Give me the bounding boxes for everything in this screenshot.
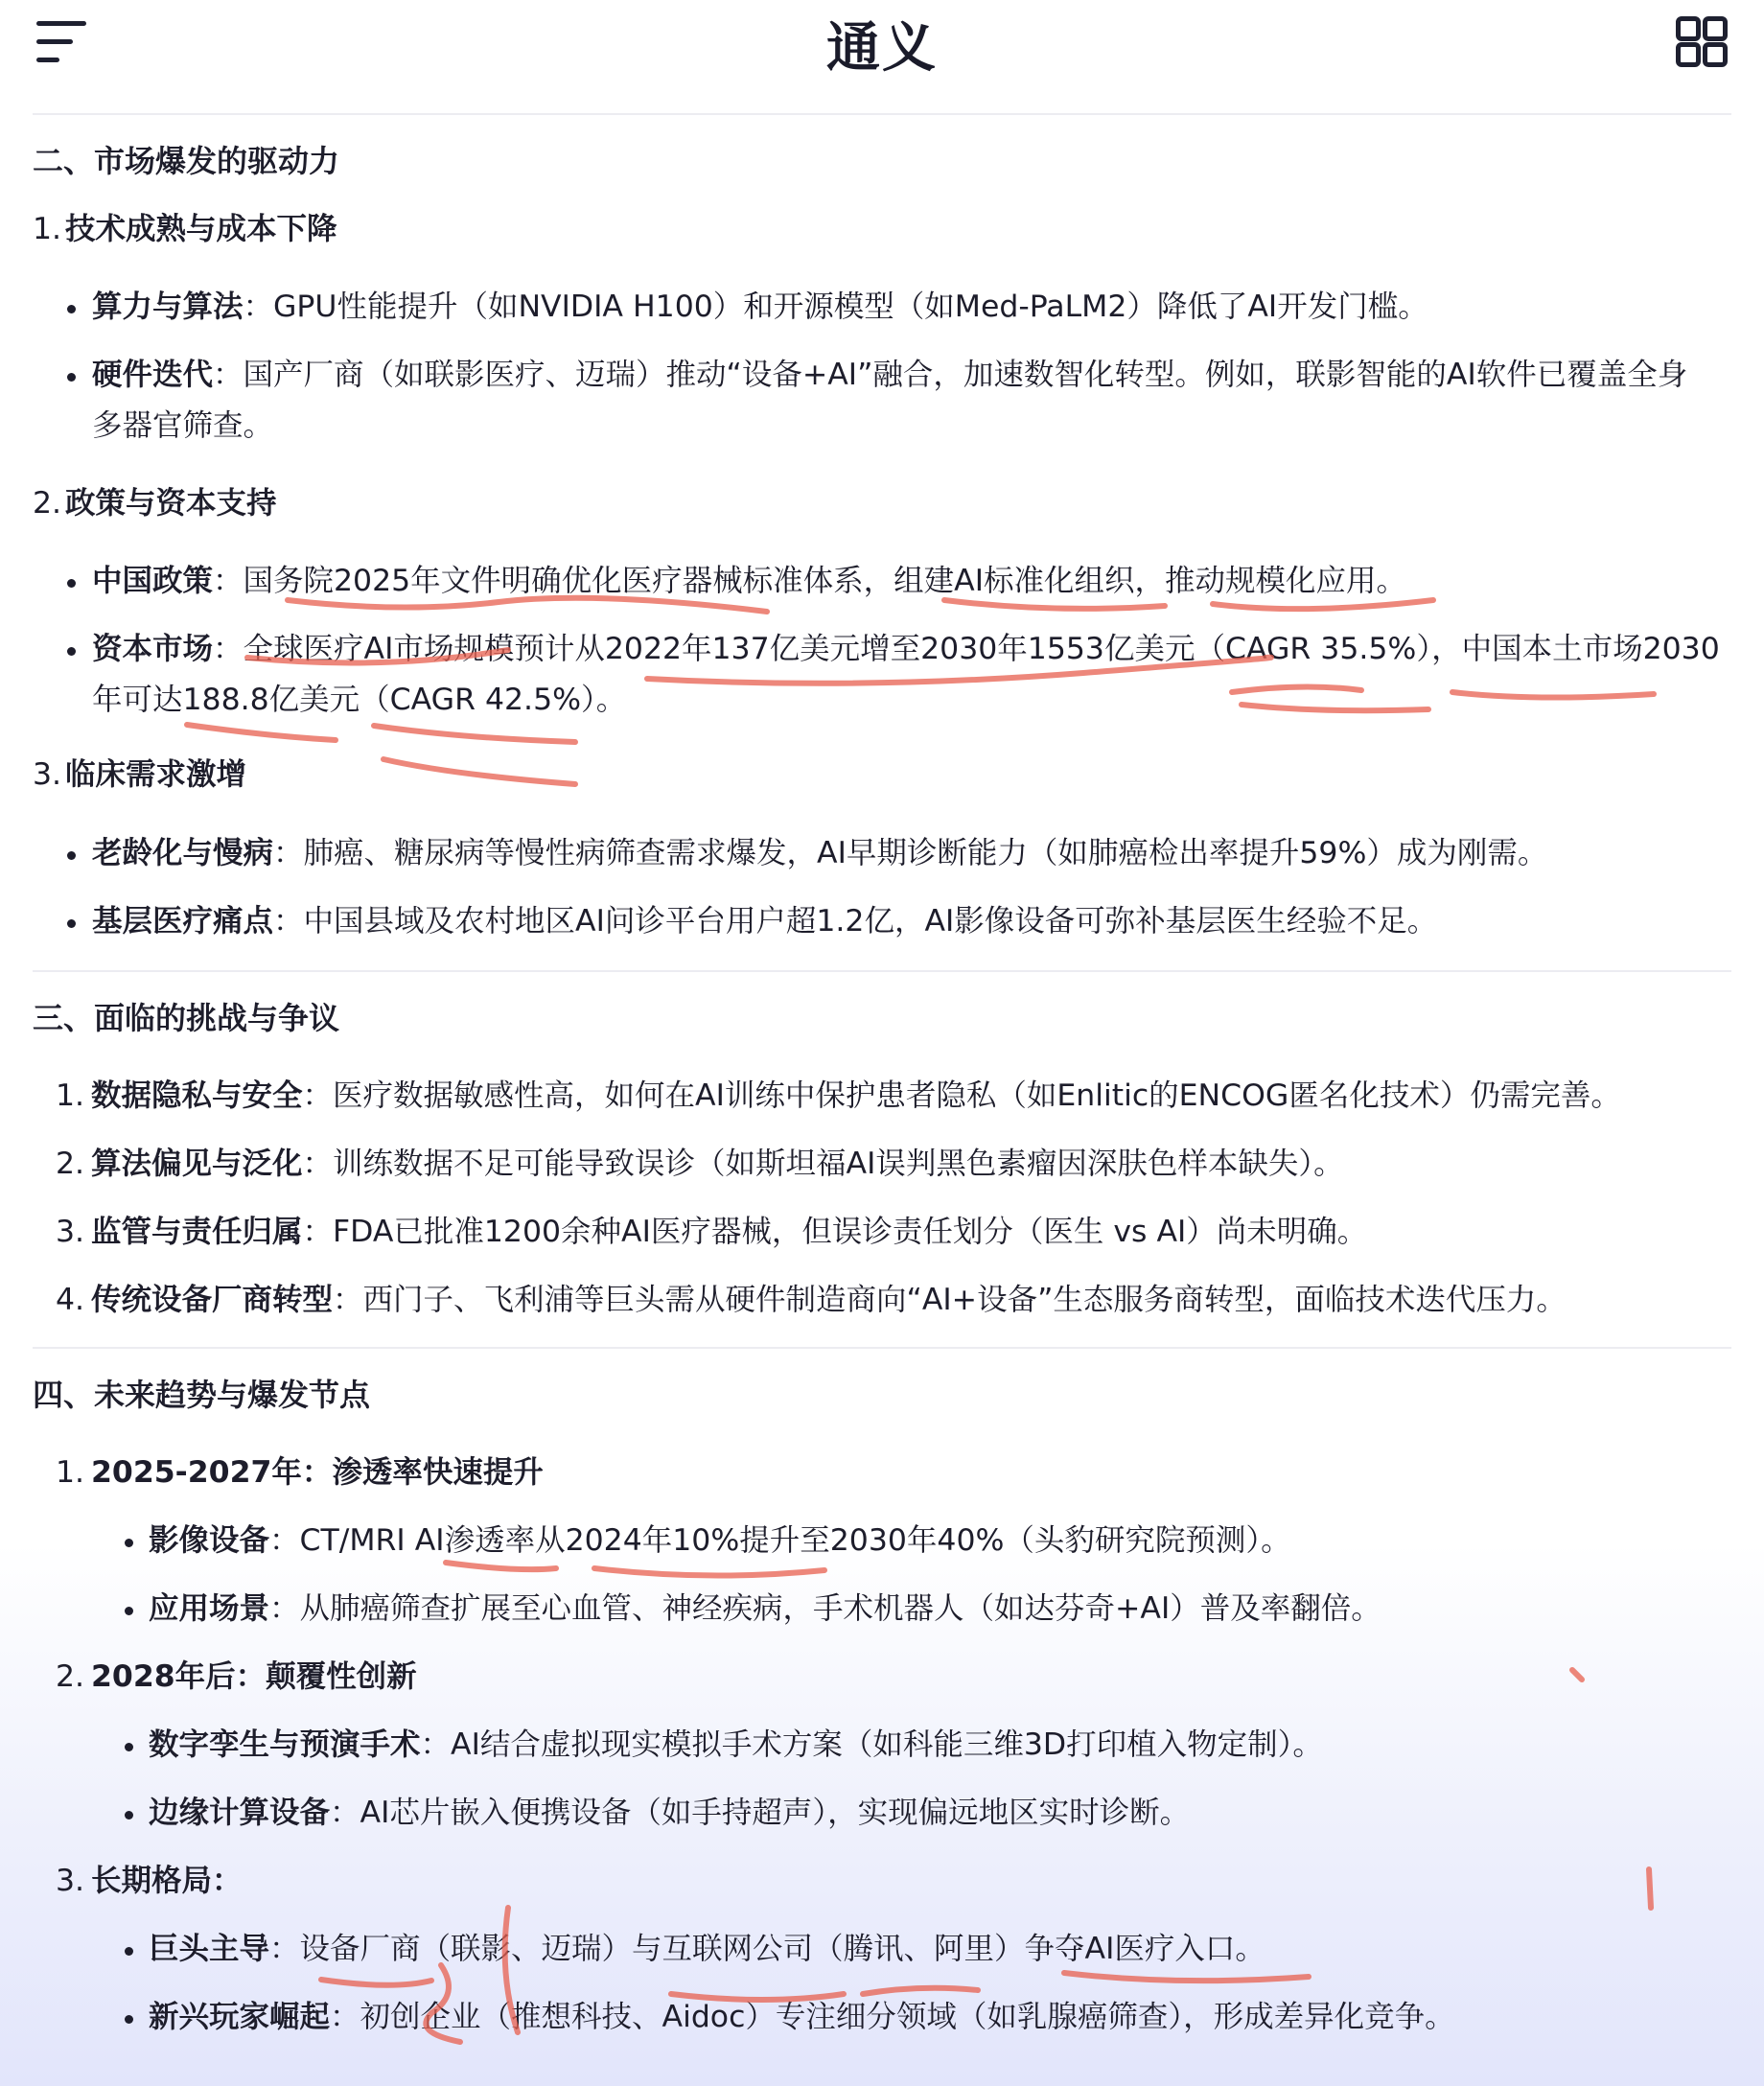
list-item <box>149 1724 1323 1766</box>
list-number: 2. <box>56 1659 85 1694</box>
annotation-stroke <box>594 1568 824 1576</box>
bullet <box>125 2015 133 2024</box>
annotation-stroke <box>374 726 575 742</box>
subsection-title: 2028年后：颠覆性创新 <box>91 1659 417 1694</box>
list-item <box>149 1588 1381 1630</box>
list-item <box>149 1792 1190 1834</box>
item-text: ：AI结合虚拟现实模拟手术方案（如科能三维3D打印植入物定制）。 <box>420 1727 1323 1762</box>
subsection-title: 技术成熟与成本下降 <box>65 212 337 246</box>
list-item <box>91 1279 1567 1321</box>
list-item <box>92 354 1687 396</box>
item-text: ：国务院2025年文件明确优化医疗器械标准体系，组建AI标准化组织，推动规模化应用。 <box>213 564 1407 598</box>
divider <box>33 1347 1731 1349</box>
item-text-continued: 年可达188.8亿美元（CAGR 42.5%）。 <box>92 683 627 717</box>
annotation-stroke <box>383 759 575 784</box>
subsection-title: 长期格局： <box>91 1864 243 1898</box>
list-number: 2. <box>56 1147 85 1181</box>
subsection-title: 2025-2027年：渗透率快速提升 <box>91 1455 544 1490</box>
item-label: 边缘计算设备 <box>149 1796 331 1830</box>
list-number: 3. <box>56 1215 85 1249</box>
item-label: 中国政策 <box>92 564 214 598</box>
list-item <box>91 1075 1621 1117</box>
annotation-stroke <box>1064 1973 1309 1981</box>
item-label: 老龄化与慢病 <box>92 836 274 870</box>
annotation-stroke <box>863 1988 978 1994</box>
divider <box>33 970 1731 972</box>
item-label: 数字孪生与预演手术 <box>149 1727 421 1762</box>
bullet <box>67 851 76 860</box>
item-text: ：初创企业（推想科技、Aidoc）专注细分领域（如乳腺癌筛查），形成差异化竞争。 <box>330 2000 1455 2034</box>
item-label: 传统设备厂商转型 <box>91 1283 334 1317</box>
annotation-stroke <box>1232 686 1361 692</box>
bullet <box>125 1811 133 1819</box>
annotation-stroke <box>1242 705 1428 710</box>
list-number: 1. <box>56 1078 85 1113</box>
section-heading: 四、未来趋势与爆发节点 <box>33 1377 371 1413</box>
top-bar <box>0 0 1764 113</box>
item-text: ：FDA已批准1200余种AI医疗器械，但误诊责任划分（医生 vs AI）尚未明确。 <box>302 1215 1368 1249</box>
annotation-stroke <box>446 1563 556 1569</box>
bullet <box>67 919 76 928</box>
bullet <box>67 647 76 656</box>
app-title: 通义 <box>826 17 938 80</box>
bullet <box>67 305 76 313</box>
list-item <box>149 1996 1455 2038</box>
list-number: 2. <box>33 486 62 521</box>
item-text: ：从肺癌筛查扩展至心血管、神经疾病，手术机器人（如达芬奇+AI）普及率翻倍。 <box>269 1591 1381 1626</box>
item-label: 资本市场 <box>92 632 214 666</box>
list-number: 3. <box>56 1864 85 1898</box>
annotation-stroke <box>1572 1670 1582 1680</box>
annotation-stroke <box>1649 1869 1651 1908</box>
item-label: 数据隐私与安全 <box>91 1078 303 1113</box>
apps-grid-icon[interactable] <box>1676 16 1728 66</box>
list-item <box>91 1143 1344 1185</box>
list-number: 1. <box>33 212 62 246</box>
list-item <box>149 1519 1291 1562</box>
annotation-stroke <box>321 1980 431 1985</box>
bullet <box>125 1743 133 1751</box>
item-text-continued: 多器官筛查。 <box>92 408 274 443</box>
item-text: ：医疗数据敏感性高，如何在AI训练中保护患者隐私（如Enlitic的ENCOG匿名化技术）仍需完善。 <box>302 1078 1621 1113</box>
list-item <box>92 560 1406 602</box>
subsection-title: 政策与资本支持 <box>65 486 277 521</box>
list-item <box>92 832 1547 874</box>
item-label: 监管与责任归属 <box>91 1215 303 1249</box>
list-item <box>92 286 1428 328</box>
bullet <box>125 1947 133 1956</box>
item-text: ：GPU性能提升（如NVIDIA H100）和开源模型（如Med-PaLM2）降低了AI开发门槛。 <box>243 290 1428 324</box>
section-heading: 二、市场爆发的驱动力 <box>33 143 340 179</box>
item-label: 巨头主导 <box>149 1932 270 1966</box>
annotation-stroke <box>187 725 336 740</box>
item-label: 基层医疗痛点 <box>92 904 274 939</box>
list-number: 3. <box>33 757 62 792</box>
item-text: ：中国县域及农村地区AI问诊平台用户超1.2亿，AI影像设备可弥补基层医生经验不足。 <box>273 904 1438 939</box>
item-label: 影像设备 <box>149 1523 270 1558</box>
bullet <box>125 1607 133 1615</box>
divider <box>33 113 1731 115</box>
section-heading: 三、面临的挑战与争议 <box>33 1000 340 1036</box>
item-label: 新兴玩家崛起 <box>149 2000 331 2034</box>
bullet <box>125 1539 133 1547</box>
item-label: 算力与算法 <box>92 290 244 324</box>
list-item <box>91 1211 1367 1253</box>
bullet <box>67 373 76 382</box>
item-text: ：AI芯片嵌入便携设备（如手持超声），实现偏远地区实时诊断。 <box>330 1796 1191 1830</box>
list-item <box>149 1928 1265 1970</box>
bullet <box>67 579 76 588</box>
item-text: ：CT/MRI AI渗透率从2024年10%提升至2030年40%（头豹研究院预测）。 <box>269 1523 1291 1558</box>
subsection-title: 临床需求激增 <box>65 757 247 792</box>
list-number: 4. <box>56 1283 85 1317</box>
list-item <box>92 900 1437 942</box>
item-label: 算法偏见与泛化 <box>91 1147 303 1181</box>
item-label: 应用场景 <box>149 1591 270 1626</box>
item-text: ：西门子、飞利浦等巨头需从硬件制造商向“AI+设备”生态服务商转型，面临技术迭代压力。 <box>333 1283 1567 1317</box>
item-text: ：肺癌、糖尿病等慢性病筛查需求爆发，AI早期诊断能力（如肺癌检出率提升59%）成为刚需。 <box>273 836 1548 870</box>
item-text: ：设备厂商（联影、迈瑞）与互联网公司（腾讯、阿里）争夺AI医疗入口。 <box>269 1932 1265 1966</box>
item-text: ：国产厂商（如联影医疗、迈瑞）推动“设备+AI”融合，加速数智化转型。例如，联影智能的AI软件已覆盖全身 <box>213 358 1688 392</box>
item-label: 硬件迭代 <box>92 358 214 392</box>
annotation-stroke <box>1452 692 1654 698</box>
item-text: ：训练数据不足可能导致误诊（如斯坦福AI误判黑色素瘤因深肤色样本缺失）。 <box>302 1147 1344 1181</box>
list-item <box>92 628 1720 670</box>
list-number: 1. <box>56 1455 85 1490</box>
item-text: ：全球医疗AI市场规模预计从2022年137亿美元增至2030年1553亿美元（CAGR 35.5%），中国本土市场2030 <box>213 632 1720 666</box>
